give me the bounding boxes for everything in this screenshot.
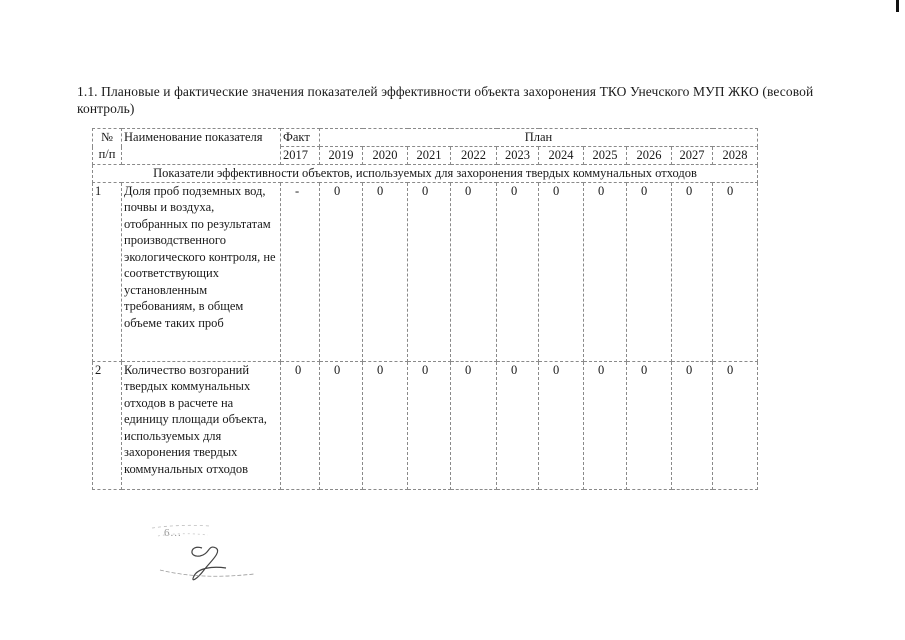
- row-plan-value: 0: [584, 361, 627, 489]
- row-plan-value: 0: [713, 182, 758, 361]
- row-plan-value: 0: [713, 361, 758, 489]
- row-plan-value: 0: [584, 182, 627, 361]
- header-fact-year: 2017: [281, 147, 320, 165]
- header-plan-year: 2020: [363, 147, 408, 165]
- header-plan-year: 2025: [584, 147, 627, 165]
- header-num: № п/п: [93, 129, 122, 165]
- row-plan-value: 0: [363, 182, 408, 361]
- row-plan-value: 0: [408, 361, 451, 489]
- edge-mark: [896, 0, 899, 12]
- row-num: 2: [93, 361, 122, 489]
- document-heading: 1.1. Плановые и фактические значения показателей эффективности объекта захоронения ТКО Унечского МУП ЖКО (весовой контроль): [77, 84, 814, 116]
- row-plan-value: 0: [672, 182, 713, 361]
- row-plan-value: 0: [497, 182, 539, 361]
- header-plan: План: [320, 129, 758, 147]
- signature-icon: [150, 510, 260, 590]
- section-row: [93, 165, 758, 183]
- row-plan-value: 0: [627, 361, 672, 489]
- table-row: [93, 361, 758, 489]
- row-name: Количество возгораний твердых коммунальных отходов в расчете на единицу площади объекта, используемых для захоронения твердых коммунальных отходов: [122, 361, 281, 489]
- row-plan-value: 0: [408, 182, 451, 361]
- header-plan-year: 2022: [451, 147, 497, 165]
- row-plan-value: 0: [320, 361, 363, 489]
- row-plan-value: 0: [320, 182, 363, 361]
- header-plan-year: 2027: [672, 147, 713, 165]
- row-plan-value: 0: [627, 182, 672, 361]
- row-name: Доля проб подземных вод, почвы и воздуха, отобранных по результатам производственного экологического контроля, не соответствующих установленным требованиям, в общем объеме таких проб: [122, 182, 281, 361]
- header-name: Наименование показателя: [122, 129, 281, 165]
- header-row: [93, 129, 758, 147]
- header-plan-year: 2021: [408, 147, 451, 165]
- header-plan-year: 2028: [713, 147, 758, 165]
- row-plan-value: 0: [539, 361, 584, 489]
- row-plan-value: 0: [539, 182, 584, 361]
- header-plan-year: 2026: [627, 147, 672, 165]
- row-plan-value: 0: [363, 361, 408, 489]
- row-fact: -: [281, 182, 320, 361]
- header-fact: Факт: [281, 129, 320, 147]
- header-plan-year: 2024: [539, 147, 584, 165]
- row-plan-value: 0: [672, 361, 713, 489]
- row-plan-value: 0: [451, 361, 497, 489]
- section-title: Показатели эффективности объектов, используемых для захоронения твердых коммунальных отходов: [93, 165, 758, 183]
- row-fact: 0: [281, 361, 320, 489]
- header-plan-year: 2019: [320, 147, 363, 165]
- header-plan-year: 2023: [497, 147, 539, 165]
- row-plan-value: 0: [497, 361, 539, 489]
- stamp-text: 6...: [164, 527, 182, 539]
- row-num: 1: [93, 182, 122, 361]
- indicators-table: [92, 128, 758, 490]
- table-row: [93, 182, 758, 361]
- row-plan-value: 0: [451, 182, 497, 361]
